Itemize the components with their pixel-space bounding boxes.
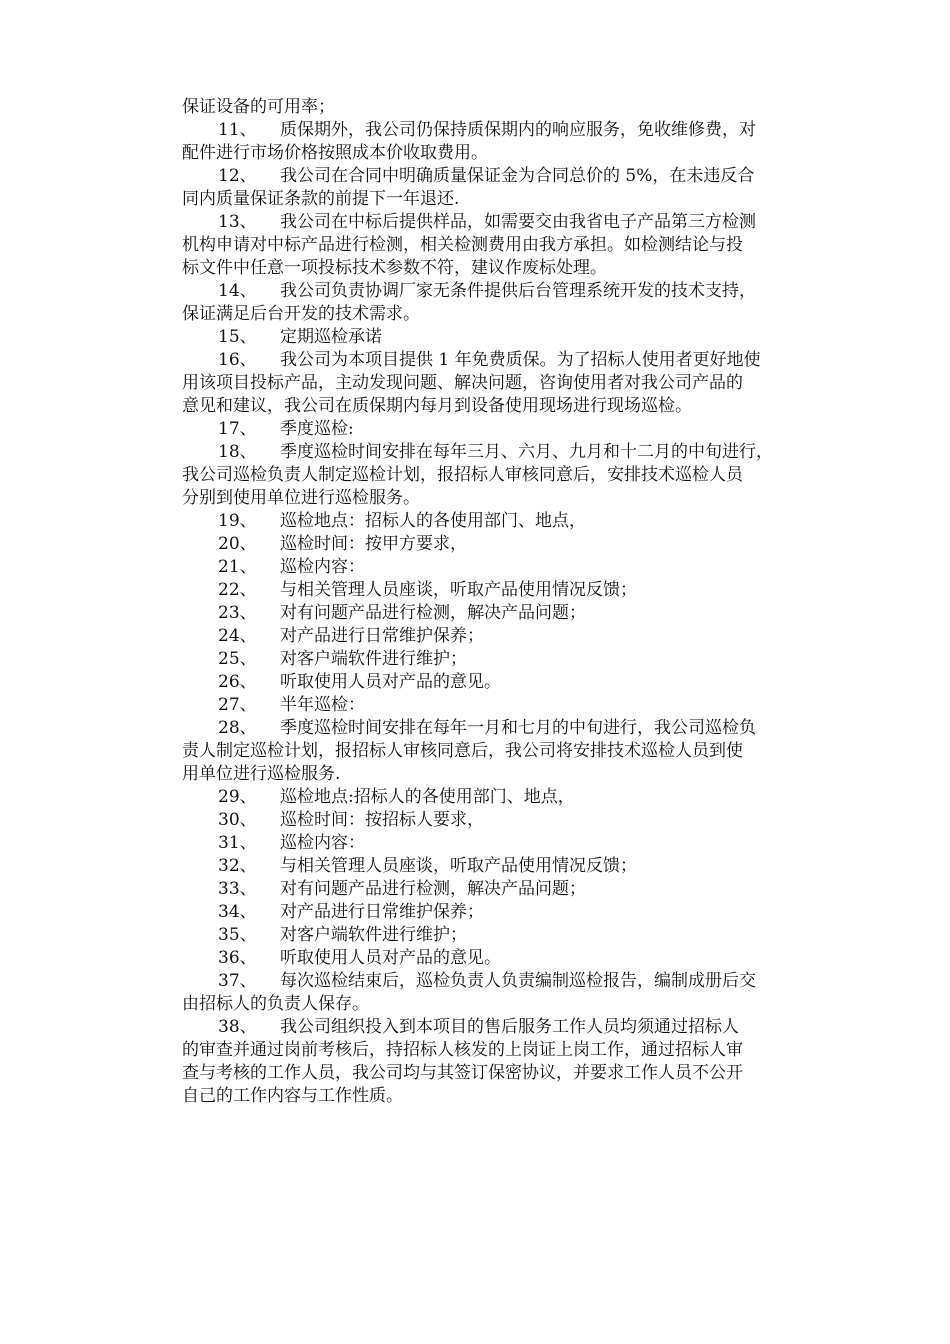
item-number: 34、 <box>218 902 257 922</box>
item-continuation-line: 保证满足后台开发的技术需求。 <box>182 304 420 324</box>
item-number: 29、 <box>218 787 257 807</box>
item-number: 27、 <box>218 695 257 715</box>
list-item <box>182 648 815 671</box>
item-text: 我公司在中标后提供样品，如需要交由我省电子产品第三方检测 <box>280 212 756 232</box>
item-continuation-line: 同内质量保证条款的前提下一年退还. <box>182 189 460 209</box>
list-item <box>182 924 815 947</box>
list-item <box>182 165 815 188</box>
item-text: 巡检内容： <box>280 557 365 577</box>
list-item <box>182 786 815 809</box>
list-item <box>182 510 815 533</box>
item-text: 对有问题产品进行检测，解决产品问题； <box>280 879 586 899</box>
item-text: 季度巡检时间安排在每年三月、六月、九月和十二月的中旬进行， <box>280 442 773 462</box>
item-text: 对客户端软件进行维护； <box>280 925 467 945</box>
item-number: 15、 <box>218 327 257 347</box>
item-number: 11、 <box>218 120 257 140</box>
list-item <box>182 602 815 625</box>
item-continuation-line: 机构申请对中标产品进行检测，相关检测费用由我方承担。如检测结论与投 <box>182 235 743 255</box>
item-number: 35、 <box>218 925 257 945</box>
item-text: 我公司组织投入到本项目的售后服务工作人员均须通过招标人 <box>280 1017 739 1037</box>
item-number: 30、 <box>218 810 257 830</box>
item-continuation-line: 我公司巡检负责人制定巡检计划，报招标人审核同意后，安排技术巡检人员 <box>182 465 743 485</box>
item-continuation-line: 用单位进行巡检服务. <box>182 764 341 784</box>
item-number: 17、 <box>218 419 257 439</box>
item-number: 28、 <box>218 718 257 738</box>
item-number: 14、 <box>218 281 257 301</box>
list-item <box>182 947 815 970</box>
item-text: 巡检内容： <box>280 833 365 853</box>
item-text: 我公司为本项目提供 1 年免费质保。为了招标人使用者更好地使 <box>280 350 761 370</box>
item-continuation-line: 意见和建议，我公司在质保期内每月到设备使用现场进行现场巡检。 <box>182 396 692 416</box>
list-item <box>182 878 815 901</box>
item-continuation-line: 查与考核的工作人员，我公司均与其签订保密协议，并要求工作人员不公开 <box>182 1063 743 1083</box>
item-text: 定期巡检承诺 <box>280 327 382 347</box>
item-continuation-line: 的审查并通过岗前考核后，持招标人核发的上岗证上岗工作，通过招标人审 <box>182 1040 743 1060</box>
item-text: 半年巡检： <box>280 695 365 715</box>
item-text: 听取使用人员对产品的意见。 <box>280 948 501 968</box>
item-number: 31、 <box>218 833 257 853</box>
item-text: 巡检时间：按甲方要求， <box>280 534 467 554</box>
list-item <box>182 326 815 349</box>
list-item <box>182 832 815 855</box>
item-number: 33、 <box>218 879 257 899</box>
item-text: 对产品进行日常维护保养； <box>280 626 484 646</box>
list-item <box>182 418 815 441</box>
item-text: 我公司在合同中明确质量保证金为合同总价的 5%，在未违反合 <box>280 166 755 186</box>
item-number: 26、 <box>218 672 257 692</box>
item-text: 与相关管理人员座谈，听取产品使用情况反馈； <box>280 856 637 876</box>
item-continuation-line: 由招标人的负责人保存。 <box>182 994 369 1014</box>
item-continuation-line: 标文件中任意一项投标技术参数不符，建议作废标处理。 <box>182 258 607 278</box>
item-number: 18、 <box>218 442 257 462</box>
item-text: 质保期外，我公司仍保持质保期内的响应服务，免收维修费，对 <box>280 120 756 140</box>
list-item <box>182 809 815 832</box>
item-number: 23、 <box>218 603 257 623</box>
list-item <box>182 441 815 464</box>
list-item <box>182 211 815 234</box>
item-text: 季度巡检: <box>280 419 354 439</box>
item-number: 12、 <box>218 166 257 186</box>
list-item <box>182 533 815 556</box>
list-item <box>182 717 815 740</box>
item-continuation-line: 用该项目投标产品，主动发现问题、解决问题，咨询使用者对我公司产品的 <box>182 373 743 393</box>
item-number: 13、 <box>218 212 257 232</box>
item-number: 25、 <box>218 649 257 669</box>
list-item <box>182 855 815 878</box>
item-number: 24、 <box>218 626 257 646</box>
lead-line: 保证设备的可用率； <box>182 97 335 117</box>
list-item <box>182 694 815 717</box>
item-text: 巡检地点：招标人的各使用部门、地点， <box>280 511 586 531</box>
item-text: 对有问题产品进行检测，解决产品问题； <box>280 603 586 623</box>
document-body <box>182 96 815 1108</box>
item-number: 32、 <box>218 856 257 876</box>
item-text: 巡检地点:招标人的各使用部门、地点， <box>280 787 575 807</box>
list-item <box>182 119 815 142</box>
item-continuation-line: 分别到使用单位进行巡检服务。 <box>182 488 420 508</box>
item-text: 巡检时间：按招标人要求， <box>280 810 484 830</box>
item-text: 对产品进行日常维护保养； <box>280 902 484 922</box>
item-number: 19、 <box>218 511 257 531</box>
list-item <box>182 901 815 924</box>
item-number: 38、 <box>218 1017 257 1037</box>
item-continuation-line: 责人制定巡检计划，报招标人审核同意后，我公司将安排技术巡检人员到使 <box>182 741 743 761</box>
list-item <box>182 349 815 372</box>
item-continuation-line: 配件进行市场价格按照成本价收取费用。 <box>182 143 488 163</box>
item-continuation-line: 自己的工作内容与工作性质。 <box>182 1086 403 1106</box>
list-item <box>182 579 815 602</box>
list-item <box>182 625 815 648</box>
list-item <box>182 1016 815 1039</box>
item-text: 每次巡检结束后，巡检负责人负责编制巡检报告，编制成册后交 <box>280 971 756 991</box>
item-number: 20、 <box>218 534 257 554</box>
item-text: 对客户端软件进行维护； <box>280 649 467 669</box>
item-text: 与相关管理人员座谈，听取产品使用情况反馈； <box>280 580 637 600</box>
item-number: 22、 <box>218 580 257 600</box>
item-text: 季度巡检时间安排在每年一月和七月的中旬进行，我公司巡检负 <box>280 718 756 738</box>
item-number: 37、 <box>218 971 257 991</box>
list-item <box>182 556 815 579</box>
item-number: 36、 <box>218 948 257 968</box>
list-item <box>182 280 815 303</box>
item-number: 16、 <box>218 350 257 370</box>
list-item <box>182 970 815 993</box>
item-text: 听取使用人员对产品的意见。 <box>280 672 501 692</box>
item-number: 21、 <box>218 557 257 577</box>
list-item <box>182 671 815 694</box>
item-text: 我公司负责协调厂家无条件提供后台管理系统开发的技术支持， <box>280 281 756 301</box>
